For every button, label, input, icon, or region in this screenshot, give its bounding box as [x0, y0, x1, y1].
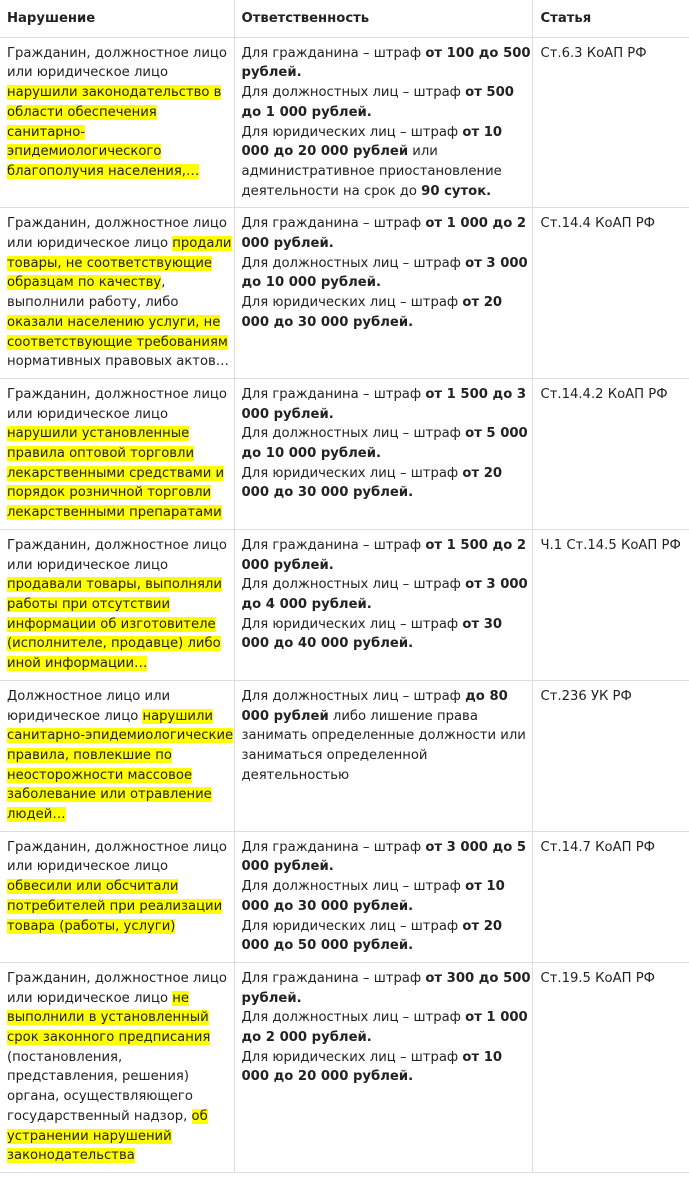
responsibility-cell: [234, 831, 532, 962]
responsibility-cell: [234, 378, 532, 529]
fine-line: [242, 424, 532, 463]
fine-line: [242, 877, 532, 916]
article-cell: Ст.14.4.2 КоАП РФ: [532, 378, 689, 529]
table-row: [0, 831, 689, 962]
fine-line: [242, 615, 532, 654]
fine-amount: от 1 000 до 2 000 рублей.: [241, 216, 527, 252]
violation-text: Гражданин, должностное лицо или юридическое лицо: [7, 537, 227, 573]
fine-amount: от 20 000 до 30 000 рублей.: [241, 295, 503, 330]
fine-line: [242, 575, 532, 614]
fine-line: [242, 969, 532, 1008]
highlighted-text: обвесили или обсчитали потребителей при реализации товара (работы, услуги): [7, 879, 223, 934]
fine-line: [242, 293, 532, 332]
article-cell: Ст.6.3 КоАП РФ: [532, 37, 689, 208]
fine-text: Для должностных лиц – штраф: [241, 1010, 466, 1026]
fine-text: Для гражданина – штраф: [241, 970, 426, 986]
fine-text: Для гражданина – штраф: [241, 216, 426, 232]
fine-amount: от 5 000 до 10 000 рублей.: [241, 426, 528, 462]
fine-amount: от 100 до 500 рублей.: [241, 45, 531, 81]
violation-text: Гражданин, должностное лицо или юридическое лицо: [7, 216, 227, 252]
header-article: Статья: [532, 0, 689, 37]
table-row: [0, 37, 689, 208]
table-row: [0, 962, 689, 1172]
violation-text: Должностное лицо или юридическое лицо: [7, 688, 171, 724]
fine-amount: от 10 000 до 30 000 рублей.: [241, 879, 505, 914]
responsibility-cell: [234, 962, 532, 1172]
fine-line: [242, 1008, 532, 1047]
violation-cell: [0, 962, 234, 1172]
fine-line: [242, 83, 532, 122]
violation-cell: [0, 378, 234, 529]
highlighted-text: продавали товары, выполняли работы при отсутствии информации об изготовителе (исполнителе, продавце) либо иной информации…: [7, 577, 222, 672]
fine-text: Для гражданина – штраф: [241, 839, 426, 855]
violation-text: (постановления, представления, решения) органа, осуществляющего государственный надзор,: [7, 1049, 193, 1124]
violation-text: Гражданин, должностное лицо или юридическое лицо: [7, 970, 227, 1006]
highlighted-text: нарушили установленные правила оптовой торговли лекарственными средствами и порядок розничной торговли лекарственными препаратами: [7, 426, 225, 521]
header-violation: Нарушение: [0, 0, 234, 37]
fine-amount: от 300 до 500 рублей.: [241, 970, 531, 1006]
fine-line: [242, 687, 532, 786]
fine-text: Для юридических лиц – штраф: [241, 1049, 463, 1065]
header-responsibility: Ответственность: [234, 0, 532, 37]
highlighted-text: нарушили санитарно-эпидемиологические правила, повлекшие по неосторожности массовое заболевание или отравление людей…: [7, 708, 234, 823]
article-cell: Ст.14.4 КоАП РФ: [532, 208, 689, 379]
responsibility-cell: [234, 208, 532, 379]
responsibility-cell: [234, 529, 532, 680]
fine-amount: от 20 000 до 30 000 рублей.: [241, 465, 503, 501]
violation-cell: [0, 529, 234, 680]
violation-text: , выполнили работу, либо: [7, 275, 179, 311]
responsibility-cell: [234, 37, 532, 208]
fine-text: Для должностных лиц – штраф: [241, 688, 466, 704]
table-header-row: [0, 0, 689, 37]
violation-cell: [0, 208, 234, 379]
fine-amount: от 3 000 до 10 000 рублей.: [241, 255, 528, 291]
table-row: [0, 208, 689, 379]
fine-line: [242, 44, 532, 83]
fine-amount: от 500 до 1 000 рублей.: [241, 85, 514, 120]
fine-line: [242, 254, 532, 293]
fine-line: [242, 123, 532, 202]
violation-text: нормативных правовых актов…: [7, 354, 229, 370]
fine-text: Для гражданина – штраф: [241, 537, 426, 553]
fine-text: Для юридических лиц – штраф: [241, 465, 463, 481]
fine-line: [242, 917, 532, 956]
fine-text: Для юридических лиц – штраф: [241, 124, 463, 140]
violation-cell: [0, 831, 234, 962]
fine-amount: от 10 000 до 20 000 рублей: [241, 124, 503, 160]
fine-text: либо лишение права занимать определенные должности или заниматься определенной деятельностью: [241, 708, 526, 783]
fine-text: Для должностных лиц – штраф: [241, 577, 466, 593]
table-row: [0, 529, 689, 680]
fine-line: [242, 214, 532, 253]
fine-line: [242, 838, 532, 877]
highlighted-text: не выполнили в установленный срок законного предписания: [7, 990, 211, 1046]
fine-line: [242, 385, 532, 424]
fine-line: [242, 464, 532, 503]
fine-amount: от 3 000 до 4 000 рублей.: [241, 577, 528, 612]
highlighted-text: нарушили законодательство в области обеспечения санитарно-эпидемиологического благополучия населения,…: [7, 85, 222, 179]
fine-amount: от 1 500 до 3 000 рублей.: [241, 386, 527, 422]
fine-amount: от 1 000 до 2 000 рублей.: [241, 1010, 528, 1046]
fine-text: Для должностных лиц – штраф: [241, 879, 466, 895]
violation-cell: [0, 37, 234, 208]
article-cell: Ст.19.5 КоАП РФ: [532, 962, 689, 1172]
article-cell: Ч.1 Ст.14.5 КоАП РФ: [532, 529, 689, 680]
highlighted-text: об устранении нарушений законодательства: [7, 1108, 208, 1164]
violation-text: Гражданин, должностное лицо или юридическое лицо: [7, 839, 227, 875]
violation-text: Гражданин, должностное лицо или юридическое лицо: [7, 386, 227, 422]
fine-amount: от 20 000 до 50 000 рублей.: [241, 918, 503, 954]
fine-text: Для должностных лиц – штраф: [241, 426, 466, 442]
table-body: [0, 37, 689, 1172]
responsibility-cell: [234, 680, 532, 831]
violation-cell: [0, 680, 234, 831]
fine-amount: от 1 500 до 2 000 рублей.: [241, 537, 527, 573]
fine-amount: 90 суток.: [421, 183, 492, 199]
fine-amount: от 30 000 до 40 000 рублей.: [241, 616, 503, 652]
fine-text: Для юридических лиц – штраф: [241, 295, 463, 311]
fine-text: Для юридических лиц – штраф: [241, 616, 463, 632]
article-cell: Ст.236 УК РФ: [532, 680, 689, 831]
fine-text: или административное приостановление деятельности на срок до: [241, 144, 502, 199]
highlighted-text: продали товары, не соответствующие образцам по качеству: [7, 236, 232, 291]
table-row: [0, 680, 689, 831]
violation-text: Гражданин, должностное лицо или юридическое лицо: [7, 45, 227, 81]
fine-text: Для юридических лиц – штраф: [241, 918, 463, 934]
fine-amount: от 10 000 до 20 000 рублей.: [241, 1049, 503, 1085]
highlighted-text: оказали населению услуги, не соответствующие требованиям: [7, 314, 228, 350]
fine-text: Для гражданина – штраф: [241, 45, 426, 61]
fine-line: [242, 1048, 532, 1087]
fine-text: Для должностных лиц – штраф: [241, 255, 466, 271]
fine-line: [242, 536, 532, 575]
fine-text: Для должностных лиц – штраф: [241, 85, 466, 101]
fine-amount: от 3 000 до 5 000 рублей.: [241, 839, 527, 875]
article-cell: Ст.14.7 КоАП РФ: [532, 831, 689, 962]
fine-amount: до 80 000 рублей: [241, 688, 508, 724]
fine-text: Для гражданина – штраф: [241, 386, 426, 402]
table-row: [0, 378, 689, 529]
